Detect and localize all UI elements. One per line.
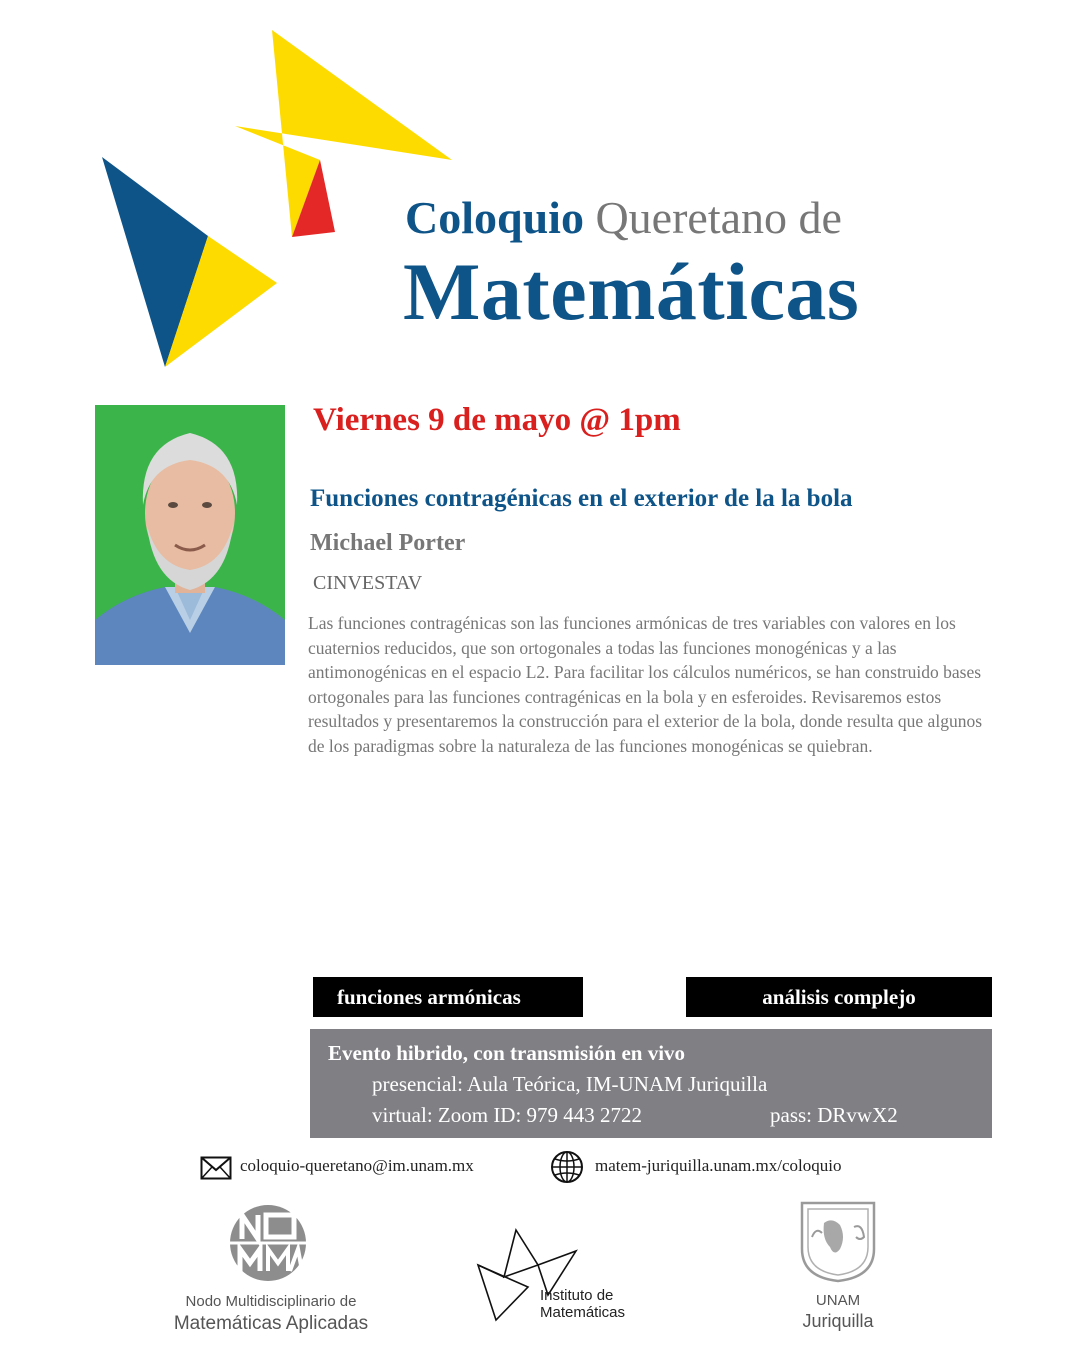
keyword-tag: funciones armónicas — [313, 977, 583, 1017]
instituto-label-line2: Matemáticas — [540, 1304, 626, 1321]
title-word-coloquio: Coloquio — [405, 192, 584, 243]
title-word-queretano: Queretano de — [595, 192, 842, 243]
colloquium-logo — [0, 0, 470, 380]
talk-title: Funciones contragénicas en el exterior de la la bola — [310, 485, 853, 512]
unam-label-line1: UNAM — [815, 1292, 861, 1309]
colloquium-title-line2: Matemáticas — [403, 246, 860, 337]
event-info-box — [310, 1029, 992, 1138]
instituto-label-line1: Instituto de — [540, 1287, 614, 1304]
unam-shield-icon — [796, 1197, 880, 1283]
event-in-person: presencial: Aula Teórica, IM-UNAM Juriquilla — [372, 1072, 768, 1096]
speaker-photo — [95, 405, 285, 665]
event-pass: pass: DRvwX2 — [770, 1103, 898, 1127]
event-heading: Evento hibrido, con transmisión en vivo — [328, 1041, 686, 1065]
nodo-logo-icon — [228, 1203, 308, 1283]
globe-icon — [550, 1150, 584, 1184]
nodo-label-line2: Matemáticas Aplicadas — [173, 1313, 369, 1334]
speaker-name: Michael Porter — [310, 530, 466, 556]
contact-website[interactable]: matem-juriquilla.unam.mx/coloquio — [595, 1156, 842, 1175]
nodo-label-line1: Nodo Multidisciplinario de — [185, 1293, 357, 1310]
envelope-icon — [200, 1156, 232, 1180]
talk-abstract: Las funciones contragénicas son las funciones armónicas de tres variables con valores en los cuaternios reducidos, que son ortogonales a todas las funciones monogénicas y a las antimonogénicas en el espacio L2. Para facilitar los cálculos numéricos, se han construido bases ortogonales para las funciones contragénicas en la bola y en esferoides. Revisaremos estos resultados y presentaremos la construcción para el exterior de la bola, donde resulta que algunos de los paradigmas sobre la naturaleza de las funciones monogénicas se quiebran. — [308, 613, 982, 756]
unam-label-line2: Juriquilla — [802, 1311, 874, 1331]
event-virtual: virtual: Zoom ID: 979 443 2722 — [372, 1103, 643, 1127]
contact-email[interactable]: coloquio-queretano@im.unam.mx — [240, 1156, 474, 1175]
keyword-tag: análisis complejo — [686, 977, 992, 1017]
speaker-affiliation: CINVESTAV — [313, 572, 423, 594]
colloquium-title-line1 — [405, 190, 842, 246]
talk-date: Viernes 9 de mayo @ 1pm — [313, 402, 681, 438]
